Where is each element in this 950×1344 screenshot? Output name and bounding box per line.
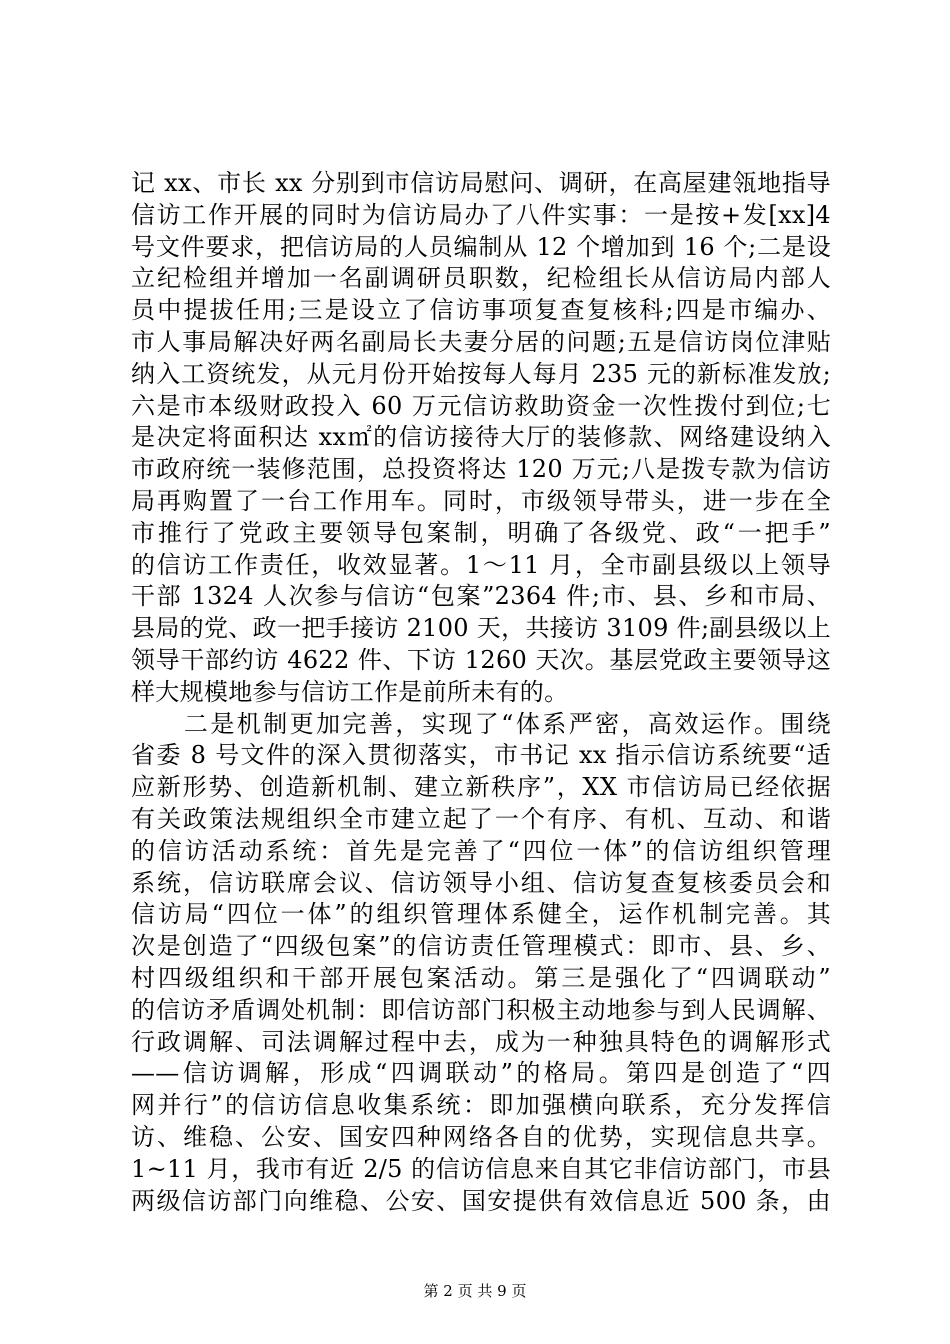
text-line: 的信访活动系统：首先是完善了“四位一体”的信访组织管理: [131, 836, 831, 865]
text-line: 网并行”的信访信息收集系统：即加强横向联系，充分发挥信: [131, 1091, 831, 1120]
text-line: 信访工作开展的同时为信访局办了八件实事：一是按+发[xx]4: [131, 200, 831, 229]
text-line: 是决定将面积达 xx㎡的信访接待大厅的装修款、网络建设纳入: [131, 423, 831, 452]
text-line: 市推行了党政主要领导包案制，明确了各级党、政“一把手”: [131, 518, 831, 547]
text-line: 村四级组织和干部开展包案活动。第三是强化了“四调联动”: [131, 963, 831, 992]
text-line: 记 xx、市长 xx 分别到市信访局慰问、调研，在高屋建瓴地指导: [131, 169, 831, 197]
text-line: 样大规模地参与信访工作是前所未有的。: [131, 677, 569, 706]
text-line: 省委 8 号文件的深入贯彻落实，市书记 xx 指示信访系统要“适: [131, 741, 831, 770]
text-line: 立纪检组并增加一名副调研员职数，纪检组长从信访局内部人: [131, 264, 831, 293]
text-line: 领导干部约访 4622 件、下访 1260 天次。基层党政主要领导这: [131, 645, 831, 674]
text-line: 市人事局解决好两名副局长夫妻分居的问题;五是信访岗位津贴: [131, 327, 831, 356]
text-line: 县局的党、政一把手接访 2100 天，共接访 3109 件;副县级以上: [131, 614, 831, 643]
text-line: 信访局“四位一体”的组织管理体系健全，运作机制完善。其: [131, 900, 831, 929]
text-line: 干部 1324 人次参与信访“包案”2364 件;市、县、乡和市局、: [131, 582, 831, 611]
text-line: 次是创造了“四级包案”的信访责任管理模式：即市、县、乡、: [131, 932, 831, 961]
text-line: 两级信访部门向维稳、公安、国安提供有效信息近 500 条，由: [131, 1186, 831, 1215]
text-line: 应新形势、创造新机制、建立新秩序”，XX 市信访局已经依据: [131, 773, 831, 802]
text-line: ——信访调解，形成“四调联动”的格局。第四是创造了“四: [131, 1059, 831, 1088]
text-line: 纳入工资统发，从元月份开始按每人每月 235 元的新标准发放;: [131, 359, 831, 388]
text-line: 局再购置了一台工作用车。同时，市级领导带头，进一步在全: [131, 486, 831, 515]
text-line: 的信访矛盾调处机制：即信访部门积极主动地参与到人民调解、: [131, 995, 831, 1024]
text-line: 系统，信访联席会议、信访领导小组、信访复查复核委员会和: [131, 868, 831, 897]
page-footer: 第 2 页 共 9 页: [423, 1282, 527, 1300]
text-line: 号文件要求，把信访局的人员编制从 12 个增加到 16 个;二是设: [131, 232, 831, 261]
text-line: 有关政策法规组织全市建立起了一个有序、有机、互动、和谐: [131, 804, 831, 833]
text-line: 六是市本级财政投入 60 万元信访救助资金一次性拨付到位;七: [131, 391, 831, 420]
text-line: 访、维稳、公安、国安四种网络各自的优势，实现信息共享。: [131, 1122, 831, 1151]
text-line: 行政调解、司法调解过程中去，成为一种独具特色的调解形式: [131, 1027, 831, 1056]
text-line: 的信访工作责任，收效显著。1～11 月，全市副县级以上领导: [131, 550, 831, 579]
text-line: 二是机制更加完善，实现了“体系严密，高效运作。围绕: [131, 709, 831, 738]
document-body: [131, 168, 831, 1217]
text-line: 1~11 月，我市有近 2/5 的信访信息来自其它非信访部门，市县: [131, 1154, 831, 1183]
text-line: 市政府统一装修范围，总投资将达 120 万元;八是拨专款为信访: [131, 455, 831, 484]
text-line: 员中提拔任用;三是设立了信访事项复查复核科;四是市编办、: [131, 296, 831, 325]
